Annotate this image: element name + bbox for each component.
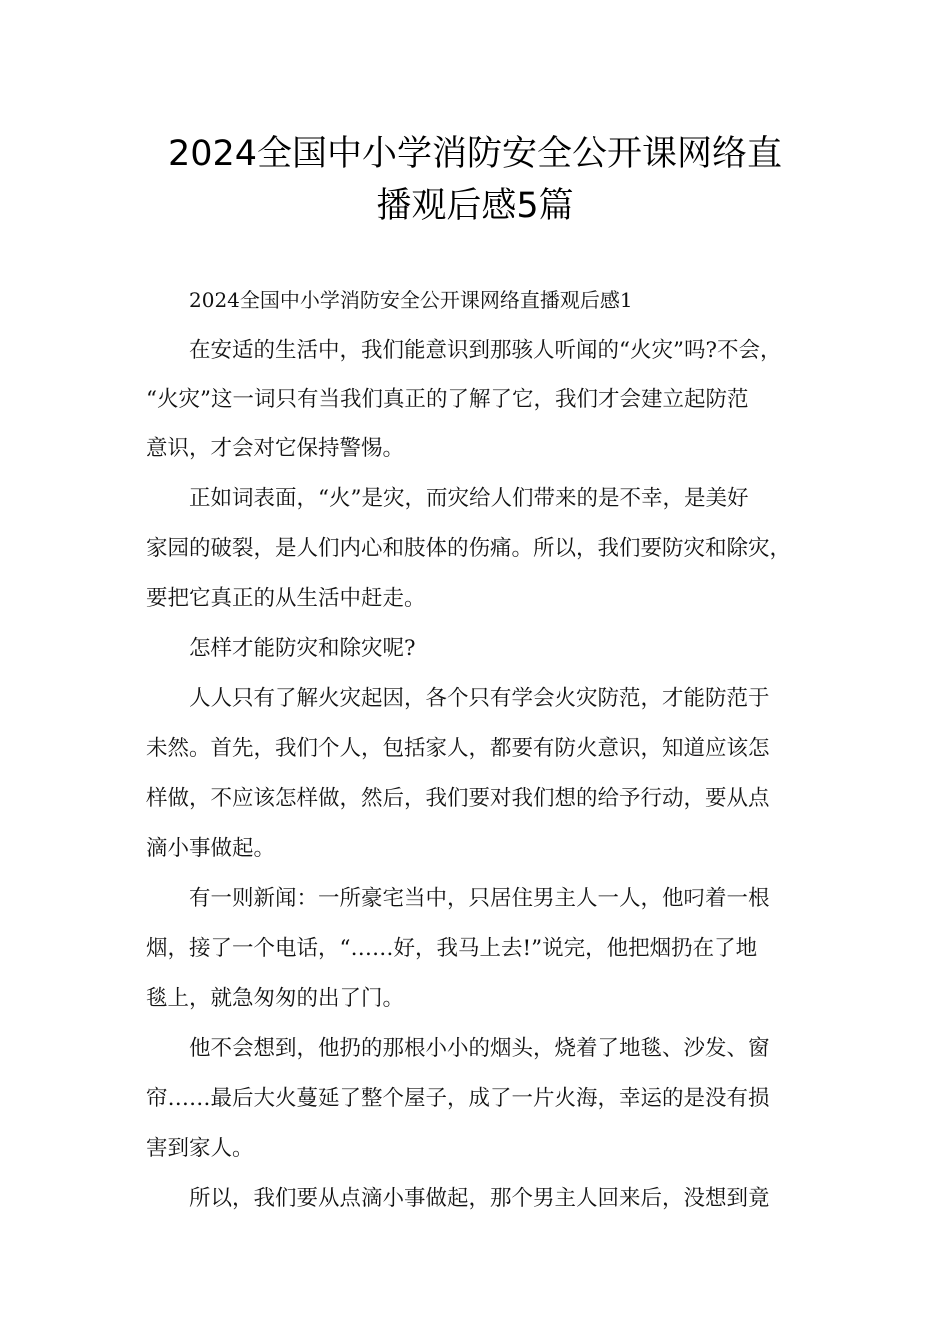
section-heading: 2024全国中小学消防安全公开课网络直播观后感1 [189, 288, 633, 312]
paragraph-4-line-2: 未然。首先，我们个人，包括家人，都要有防火意识，知道应该怎 [146, 736, 770, 761]
document-title-line-2: 播观后感5篇 [376, 186, 574, 226]
paragraph-1-line-3: 意识，才会对它保持警惕。 [146, 436, 405, 461]
paragraph-5-line-3: 毯上，就急匆匆的出了门。 [146, 986, 405, 1011]
paragraph-4-line-4: 滴小事做起。 [146, 836, 276, 861]
paragraph-2-line-1: 正如词表面，“火”是灾，而灾给人们带来的是不幸，是美好 [189, 486, 749, 511]
paragraph-6-line-3: 害到家人。 [146, 1136, 254, 1161]
paragraph-5-line-2: 烟，接了一个电话，“……好，我马上去!”说完，他把烟扔在了地 [146, 936, 758, 961]
paragraph-5-line-1: 有一则新闻：一所豪宅当中，只居住男主人一人，他叼着一根 [189, 886, 770, 911]
paragraph-2-line-3: 要把它真正的从生活中赶走。 [146, 586, 426, 611]
paragraph-1-line-1: 在安适的生活中，我们能意识到那骇人听闻的“火灾”吗?不会， [189, 338, 782, 363]
paragraph-7-line-1: 所以，我们要从点滴小事做起，那个男主人回来后，没想到竟 [189, 1186, 770, 1211]
paragraph-6-line-1: 他不会想到，他扔的那根小小的烟头，烧着了地毯、沙发、窗 [189, 1036, 770, 1061]
document-title-line-1: 2024全国中小学消防安全公开课网络直 [167, 134, 783, 174]
paragraph-2-line-2: 家园的破裂，是人们内心和肢体的伤痛。所以，我们要防灾和除灾， [146, 536, 792, 561]
paragraph-4-line-3: 样做，不应该怎样做，然后，我们要对我们想的给予行动，要从点 [146, 786, 770, 811]
paragraph-6-line-2: 帘……最后大火蔓延了整个屋子，成了一片火海，幸运的是没有损 [146, 1086, 770, 1111]
paragraph-4-line-1: 人人只有了解火灾起因，各个只有学会火灾防范，才能防范于 [189, 686, 770, 711]
paragraph-1-line-2: “火灾”这一词只有当我们真正的了解了它，我们才会建立起防范 [146, 387, 749, 412]
paragraph-3-line-1: 怎样才能防灾和除灾呢? [189, 636, 416, 661]
